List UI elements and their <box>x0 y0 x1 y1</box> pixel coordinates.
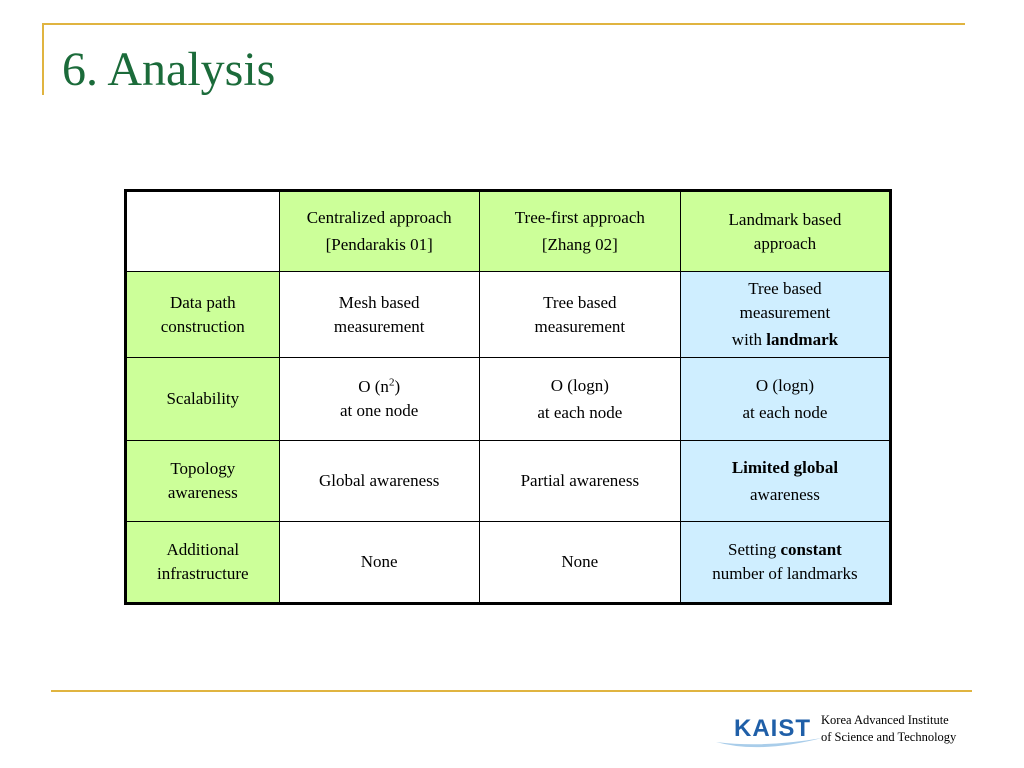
header-landmark-approach: Landmark based approach <box>680 191 890 272</box>
bottom-rule <box>51 690 972 692</box>
footer-line-2: of Science and Technology <box>821 730 957 744</box>
cell-data-path-tree-first: Tree based measurement <box>479 272 680 358</box>
header-corner-cell <box>126 191 280 272</box>
institution-footer <box>821 712 956 746</box>
row-label-infrastructure: Additional infrastructure <box>126 522 280 604</box>
slide-title: 6. Analysis <box>62 43 276 96</box>
row-label-topology: Topology awareness <box>126 441 280 522</box>
cell-scalability-tree-first: O (logn) at each node <box>479 358 680 441</box>
left-rule <box>42 23 44 95</box>
comparison-table <box>124 189 892 605</box>
top-rule <box>42 23 965 25</box>
cell-topology-tree-first: Partial awareness <box>479 441 680 522</box>
cell-topology-centralized: Global awareness <box>279 441 479 522</box>
kaist-logo <box>714 708 824 750</box>
header-tree-first-approach: Tree-first approach [Zhang 02] <box>479 191 680 272</box>
row-label-data-path: Data path construction <box>126 272 280 358</box>
cell-scalability-landmark: O (logn) at each node <box>680 358 890 441</box>
table-header-row <box>126 191 891 272</box>
cell-infrastructure-centralized: None <box>279 522 479 604</box>
table-row-scalability <box>126 358 891 441</box>
table-row-infrastructure <box>126 522 891 604</box>
kaist-logo-text: KAIST <box>734 715 811 742</box>
footer-line-1: Korea Advanced Institute <box>821 713 949 727</box>
cell-scalability-centralized: O $(n^2)$ at one node <box>279 358 479 441</box>
header-centralized-approach: Centralized approach [Pendarakis 01] <box>279 191 479 272</box>
cell-data-path-centralized: Mesh based measurement <box>279 272 479 358</box>
row-label-scalability: Scalability <box>126 358 280 441</box>
cell-infrastructure-landmark: Setting constant number of landmarks <box>680 522 890 604</box>
cell-data-path-landmark: Tree based measurement with landmark <box>680 272 890 358</box>
cell-topology-landmark: Limited global awareness <box>680 441 890 522</box>
table-row-data-path <box>126 272 891 358</box>
table-row-topology <box>126 441 891 522</box>
cell-infrastructure-tree-first: None <box>479 522 680 604</box>
